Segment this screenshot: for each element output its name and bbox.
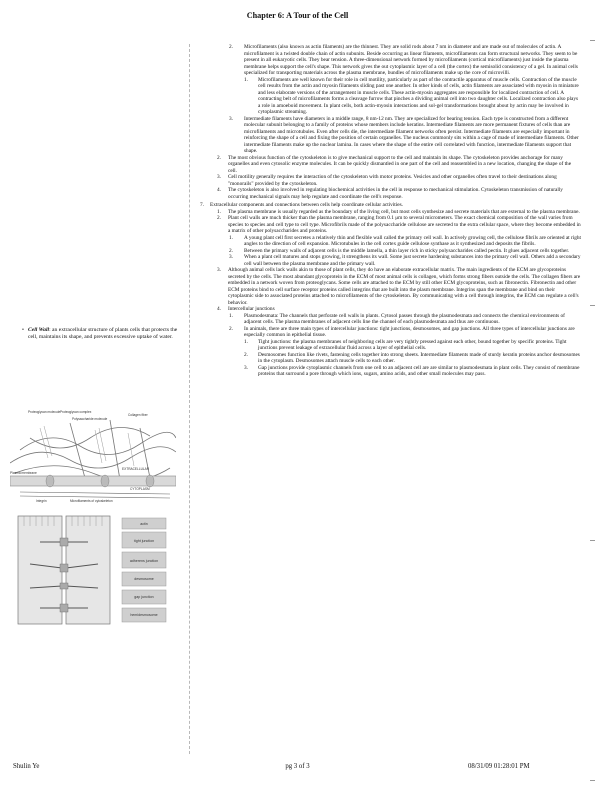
outline-item bbox=[200, 155, 581, 175]
outline-item-text: Plasmodesmata: The channels that perforate cell walls in plants. Cytosol passes through the plasmodesmata and connects the chemical environments of adjacent cells. The plasma membranes of adjacent cells line the channel of each plasmodesmata and thus are continuous. bbox=[244, 312, 565, 325]
figure1-label: Proteoglycan complex bbox=[60, 410, 92, 414]
outline-item-number: 3. bbox=[229, 254, 233, 260]
outline-item-text: A young plant cell first secretes a relatively thin and flexible wall called the primary cell wall. In actively growing cell, the cellulose fibrils are oriented at right angles to the direction of cell expansion. Microtubules in the cell cortex guide cellulose synthase as it synthesized and deposits the fibrils. bbox=[244, 234, 581, 247]
figure1-label: Microfilaments of cytoskeleton bbox=[70, 499, 113, 503]
margin-note-text: : an extracellular structure of plants cells that protects the cell, maintains its shape, and prevents excessive uptake of water. bbox=[28, 327, 178, 341]
outline-item bbox=[200, 174, 581, 187]
outline-item bbox=[200, 326, 581, 339]
outline-item-number: 1. bbox=[229, 234, 233, 241]
outline-item-text: When a plant cell matures and stops growing, it strengthens its wall. Some just secrete hardening substances into the primary cell wall. Others add a secondary cell wall between the plasma membrane and the primary wall. bbox=[244, 254, 581, 267]
outline-item-text: Extracellular components and connections between cells help coordinate cellular activities. bbox=[210, 202, 403, 208]
margin-tick bbox=[590, 40, 595, 41]
outline-item-number: 3. bbox=[217, 174, 221, 180]
figure1-label: Proteoglycan molecule bbox=[28, 410, 61, 414]
margin-note bbox=[22, 327, 188, 342]
outline-item-text: Cell motility generally requires the interaction of the cytoskeleton with motor proteins. Vesicles and other organelles often travel to their destinations along "monorails" provided by the cytoskeleton. bbox=[228, 174, 557, 187]
page-title: Chapter 6: A Tour of the Cell bbox=[246, 11, 349, 20]
figure1-label: Collagen fiber bbox=[128, 413, 148, 417]
outline-item-text: In animals, there are three main types of intercellular junctions: tight junctions, desmosomes, and gap junctions. All three types of intercellular junctions are especially common in epithelial tissue. bbox=[244, 325, 575, 338]
outline-item-number: 1. bbox=[217, 208, 221, 215]
outline-item bbox=[200, 215, 581, 235]
figure1-label: EXTRACELLULAR bbox=[122, 467, 150, 471]
outline-item-number: 2. bbox=[217, 154, 221, 161]
outline-item-number: 2. bbox=[229, 44, 233, 50]
outline-item bbox=[200, 235, 581, 248]
outline-item-number: 1. bbox=[244, 338, 248, 345]
outline-item-number: 2. bbox=[244, 351, 248, 358]
outline-item-text: Microfilaments (also known as actin filaments) are the thinnest. They are solid rods about 7 nm in diameter and are made out of molecules of actin. A microfilament is a twisted double chain of actin subunits. Beside occurring as linear filaments, microfilaments can form structural networks. They seem to be present in all eukaryotic cells. They bear tension. A three-dimensional network formed by microfilaments (cortical microfilaments) just inside the plasma membrane helps support the cell's shape. This network gives the out cytoplasmic layer of a cell (the cortex) the semisolid consistency of a gel. In animal cells specialized for transporting materials across the plasma membrane, bundles of microfilaments make up the core of microvilli. bbox=[244, 44, 578, 76]
outline-item bbox=[200, 44, 581, 77]
outline-item-number: 2. bbox=[229, 247, 233, 254]
figure2-label: hemidesmosome bbox=[130, 613, 158, 617]
outline-item bbox=[200, 77, 581, 116]
figure2-label: actin bbox=[140, 522, 148, 526]
outline-item-text: Although animal cells lack walls akin to those of plant cells, they do have an elaborate extracellular matrix. The main ingredients of the ECM are glycoproteins secreted by the cells. The most abundant glycoprotein in the ECM of most animal cells is collagen, which forms strong fibers outside the cells. The collagen fibers are embedded in a network woven from proteoglycans. Some cells are attached to the ECM by still other ECM glycoproteins, such as fibronectin. Fibronectin and other ECM proteins bind to cell surface receptor proteins called integrins that are built into the plasm membrane. Integrins span the membrane and bind on their cytoplasmic side to associated proteins attached to microfilaments of the cytoskeleton. By communicating with a cell through integrins, the ECM can regulate a cell's behavior. bbox=[228, 267, 581, 306]
outline-item-number: 1. bbox=[244, 76, 248, 83]
figure1-label: Plasma membrane bbox=[10, 471, 37, 475]
outline-item-text: Microfilaments are well known for their role in cell motility, particularly as part of the contractile apparatus of muscle cells. Contraction of the muscle cell results from the actin and myosin filaments sliding past one another. In other kinds of cells, actin filaments are associated with myosin in miniature and less elaborate versions of the arrangement in muscle cells. These actin-myosin aggregates are responsible for localized contraction of cell. A contracting belt of microfilaments forms a cleavage furrow that pinches a dividing animal cell into two daughter cells. Localized contraction also plays a role in amoeboid movement. In plant cells, both actin-myosin interactions and sol-gel transformations brought about by actin may be involved in cytoplasmic streaming. bbox=[258, 76, 579, 115]
figure1-label: Integrin bbox=[36, 499, 47, 503]
outline-item-text: Desmosomes function like rivets, fastening cells together into strong sheets. Intermediate filaments made of sturdy keratin proteins anchor desmosomes in the cytoplasm. Desmosomes attach muscle cells to each other. bbox=[258, 351, 580, 364]
column-divider bbox=[189, 44, 190, 754]
outline-item-text: Tight junctions: the plasma membranes of neighboring cells are very tightly pressed against each other, bound together by specific proteins. Tight junctions prevent leakage of extracellular fluid across a layer of epithelial cells. bbox=[258, 338, 567, 351]
outline-item-text: Plant cell walls are much thicker than the plasma membrane, ranging from 0.1 μm to several micrometers. The exact chemical composition of the wall varies from species to species and cell type to cell type. Microfibrils made of the polysaccharide cellulose are secreted to the extra cellular space, where they become embedded in a matrix of other polysaccharides and proteins. bbox=[228, 215, 581, 234]
figure1-label: CYTOPLASM bbox=[130, 487, 150, 491]
outline-item-number: 3. bbox=[244, 364, 248, 371]
footer-timestamp: 08/31/09 01:28:01 PM bbox=[468, 763, 530, 770]
outline-item-text: Intermediate filaments have diameters in a middle range, 8 nm-12 nm. They are specialized for bearing tension. Each type is constructed from a different molecular subunit belonging to a family of proteins whose members include keratins. Intermediate filaments are more permanent fixtures of cells than are microfilaments and microtubules. Even after cells die, the intermediate filament networks often persist. Intermediate filaments are especially important in reinforcing the shape of a cell and fixing the position of certain organelles. The nucleus commonly sits within a cage of made of intermediate filaments. Other intermediate filaments make up the nuclear lamina. In cases where the shape of the entire cell correlated with function, intermediate filaments support that shape. bbox=[244, 115, 579, 154]
outline-item-number: 3. bbox=[217, 267, 221, 273]
extracellular-matrix-figure bbox=[10, 408, 176, 504]
outline-item bbox=[200, 352, 581, 365]
figure2-label: tight junction bbox=[133, 539, 155, 543]
outline-item-text: The most obvious function of the cytoskeleton is to give mechanical support to the cell and maintain its shape. The cytoskeleton provides anchorage for many organelles and even cytosolic enzyme molecules. It can be quickly dismantled in one part of the cell and reassembled in a new location, changing the shape of the cell. bbox=[228, 154, 572, 174]
outline-item bbox=[200, 116, 581, 155]
outline-item bbox=[200, 267, 581, 306]
margin-tick bbox=[590, 305, 595, 306]
outline-item-number: 7. bbox=[200, 202, 204, 208]
outline-item-text: The plasma membrane is usually regarded as the boundary of the living cell, but most cells synthesize and secrete materials that are external to the plasma membrane. bbox=[228, 208, 580, 215]
outline-item bbox=[200, 313, 581, 326]
figure2-label: adherens junction bbox=[129, 559, 159, 563]
margin-tick bbox=[590, 540, 595, 541]
outline-item bbox=[200, 365, 581, 378]
outline-item-text: The cytoskeleton is also involved in regulating biochemical activities in the cell in response to mechanical stimulation. Cytoskeleton transmission of naturally occurring mechanical signals may help regulate and coordinate the cell's response. bbox=[228, 187, 563, 200]
figure2-label: desmosome bbox=[134, 577, 154, 581]
outline-item bbox=[200, 254, 581, 267]
figure1-label: Polysaccharide molecule bbox=[72, 417, 108, 421]
outline-item-number: 2. bbox=[229, 325, 233, 332]
outline-item-number: 4. bbox=[217, 306, 221, 312]
outline-item-number: 3. bbox=[229, 115, 233, 122]
outline-item-number: 2. bbox=[217, 215, 221, 221]
margin-note-bullet: • bbox=[22, 327, 24, 333]
margin-tick bbox=[590, 780, 595, 781]
outline-item-number: 4. bbox=[217, 187, 221, 193]
margin-note-term: Cell Wall bbox=[28, 327, 50, 333]
outline-item bbox=[200, 339, 581, 352]
outline-content bbox=[200, 44, 581, 378]
figure2-label: gap junction bbox=[134, 595, 154, 599]
outline-item-text: Intercellular junctions bbox=[228, 306, 275, 312]
intercellular-junctions-figure bbox=[10, 512, 176, 627]
footer-page-number: pg 3 of 3 bbox=[285, 763, 310, 770]
outline-item-number: 1. bbox=[229, 312, 233, 319]
footer-author: Shulin Ye bbox=[13, 763, 40, 770]
outline-item bbox=[200, 187, 581, 200]
outline-item-text: Gap junctions provide cytoplasmic channels from one cell to an adjacent cell are are similar to plasmodesmata in plant cells. They consist of membrane proteins that surround a pore through which ions, sugars, amino acids, and other small molecules may pass. bbox=[258, 364, 580, 377]
outline-item-text: Between the primary walls of adjacent cells is the middle lamella, a thin layer rich in sticky polysaccharides called pectin. It glues adjacent cells together. bbox=[244, 247, 570, 254]
